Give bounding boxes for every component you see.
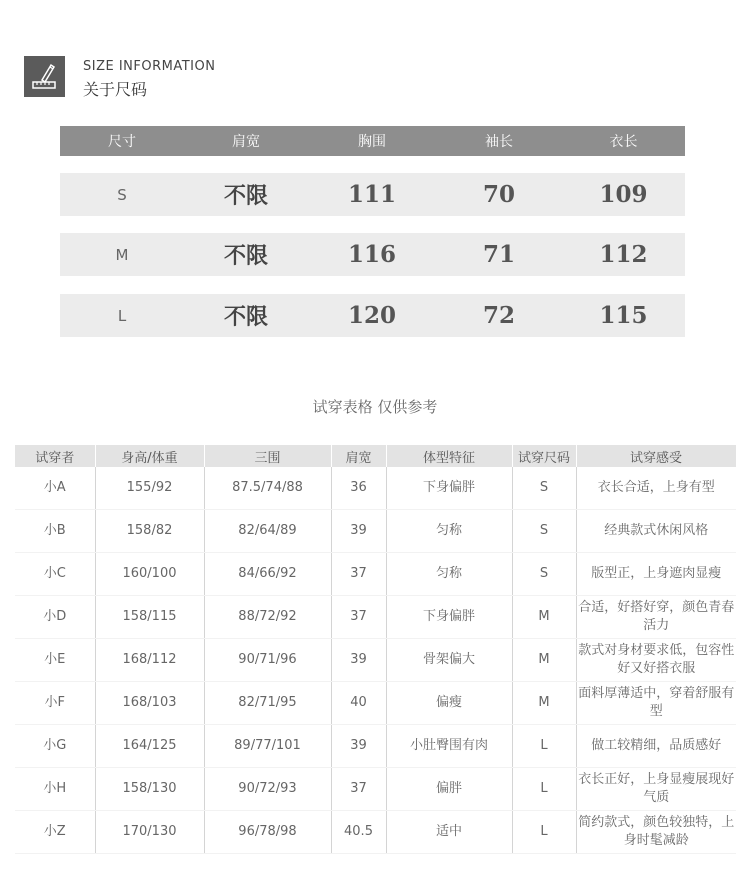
shoulder: 39	[331, 639, 386, 682]
body-type: 骨架偏大	[386, 639, 512, 682]
body-type: 小肚臀围有肉	[386, 725, 512, 768]
shoulder: 37	[331, 553, 386, 596]
shoulder-value: 不限	[223, 305, 268, 330]
feedback: 合适，好搭好穿，颜色青春活力	[576, 596, 736, 639]
tester-name: 小E	[15, 639, 95, 682]
section-title-cn: 关于尺码	[83, 80, 148, 99]
feedback: 版型正，上身遮肉显瘦	[576, 553, 736, 596]
height-weight: 155/92	[95, 467, 204, 510]
table-row	[15, 725, 736, 768]
header-shoulder: 肩宽	[232, 134, 260, 150]
height-weight: 158/130	[95, 768, 204, 811]
header-length: 衣长	[609, 134, 638, 150]
size-row-s	[60, 173, 685, 216]
trial-size: L	[512, 725, 576, 768]
chest-value: 116	[347, 241, 396, 268]
shoulder: 40.5	[331, 811, 386, 854]
table-row	[15, 639, 736, 682]
tester-name: 小C	[15, 553, 95, 596]
header-sleeve: 袖长	[485, 134, 513, 150]
length-value: 112	[599, 241, 648, 268]
table-row	[15, 682, 736, 725]
length-value: 115	[599, 302, 648, 329]
measurements: 84/66/92	[204, 553, 331, 596]
sleeve-value: 71	[482, 241, 515, 268]
table-row	[15, 811, 736, 854]
shoulder: 37	[331, 768, 386, 811]
trial-size: M	[512, 682, 576, 725]
section-title-en: SIZE INFORMATION	[83, 59, 216, 74]
sleeve-value: 70	[482, 181, 515, 208]
body-type: 下身偏胖	[386, 596, 512, 639]
chest-value: 111	[347, 181, 396, 208]
ruler-pencil-icon	[24, 56, 65, 97]
sleeve-value: 72	[482, 302, 515, 329]
feedback: 衣长合适，上身有型	[576, 467, 736, 510]
trial-size: M	[512, 639, 576, 682]
tester-name: 小F	[15, 682, 95, 725]
trial-table-caption: 试穿表格 仅供参考	[312, 398, 438, 416]
trial-table-header	[15, 445, 736, 467]
measurements: 89/77/101	[204, 725, 331, 768]
trial-size: L	[512, 811, 576, 854]
header-body-type: 体型特征	[386, 445, 512, 467]
feedback: 做工较精细，品质感好	[576, 725, 736, 768]
table-row	[15, 467, 736, 510]
measurements: 87.5/74/88	[204, 467, 331, 510]
header-measurements: 三围	[204, 445, 331, 467]
feedback: 经典款式休闲风格	[576, 510, 736, 553]
height-weight: 170/130	[95, 811, 204, 854]
trial-size: L	[512, 768, 576, 811]
size-table-header	[60, 126, 685, 156]
feedback: 衣长正好，上身显瘦展现好气质	[576, 768, 736, 811]
header-trial-size: 试穿尺码	[512, 445, 576, 467]
body-type: 偏胖	[386, 768, 512, 811]
measurements: 88/72/92	[204, 596, 331, 639]
feedback: 简约款式，颜色较独特，上身时髦减龄	[576, 811, 736, 854]
shoulder: 37	[331, 596, 386, 639]
body-type: 下身偏胖	[386, 467, 512, 510]
shoulder: 39	[331, 725, 386, 768]
body-type: 匀称	[386, 510, 512, 553]
feedback: 款式对身材要求低，包容性好又好搭衣服	[576, 639, 736, 682]
measurements: 96/78/98	[204, 811, 331, 854]
header-chest: 胸围	[358, 134, 386, 150]
measurements: 90/72/93	[204, 768, 331, 811]
tester-name: 小A	[15, 467, 95, 510]
trial-size: S	[512, 467, 576, 510]
table-row	[15, 510, 736, 553]
trial-size: S	[512, 510, 576, 553]
chest-value: 120	[347, 302, 396, 329]
body-type: 偏瘦	[386, 682, 512, 725]
tester-name: 小D	[15, 596, 95, 639]
table-row	[15, 553, 736, 596]
height-weight: 164/125	[95, 725, 204, 768]
tester-name: 小H	[15, 768, 95, 811]
size-row-l	[60, 294, 685, 337]
table-row	[15, 596, 736, 639]
shoulder-value: 不限	[223, 244, 268, 269]
feedback: 面料厚薄适中，穿着舒服有型	[576, 682, 736, 725]
measurements: 90/71/96	[204, 639, 331, 682]
header-shoulder: 肩宽	[331, 445, 386, 467]
height-weight: 158/115	[95, 596, 204, 639]
tester-name: 小Z	[15, 811, 95, 854]
table-row	[15, 768, 736, 811]
height-weight: 158/82	[95, 510, 204, 553]
header-height-weight: 身高/体重	[95, 445, 204, 467]
shoulder: 40	[331, 682, 386, 725]
header-size: 尺寸	[108, 134, 136, 150]
header-tester: 试穿者	[15, 445, 95, 467]
measurements: 82/71/95	[204, 682, 331, 725]
header-feedback: 试穿感受	[576, 445, 736, 467]
trial-table	[15, 445, 737, 854]
length-value: 109	[599, 181, 648, 208]
tester-name: 小G	[15, 725, 95, 768]
tester-name: 小B	[15, 510, 95, 553]
height-weight: 168/112	[95, 639, 204, 682]
size-label: S	[117, 185, 127, 204]
size-label: M	[115, 245, 129, 264]
shoulder: 36	[331, 467, 386, 510]
size-label: L	[117, 306, 127, 325]
size-row-m	[60, 233, 685, 276]
shoulder-value: 不限	[223, 184, 268, 209]
body-type: 匀称	[386, 553, 512, 596]
height-weight: 168/103	[95, 682, 204, 725]
shoulder: 39	[331, 510, 386, 553]
body-type: 适中	[386, 811, 512, 854]
trial-size: M	[512, 596, 576, 639]
measurements: 82/64/89	[204, 510, 331, 553]
trial-size: S	[512, 553, 576, 596]
height-weight: 160/100	[95, 553, 204, 596]
